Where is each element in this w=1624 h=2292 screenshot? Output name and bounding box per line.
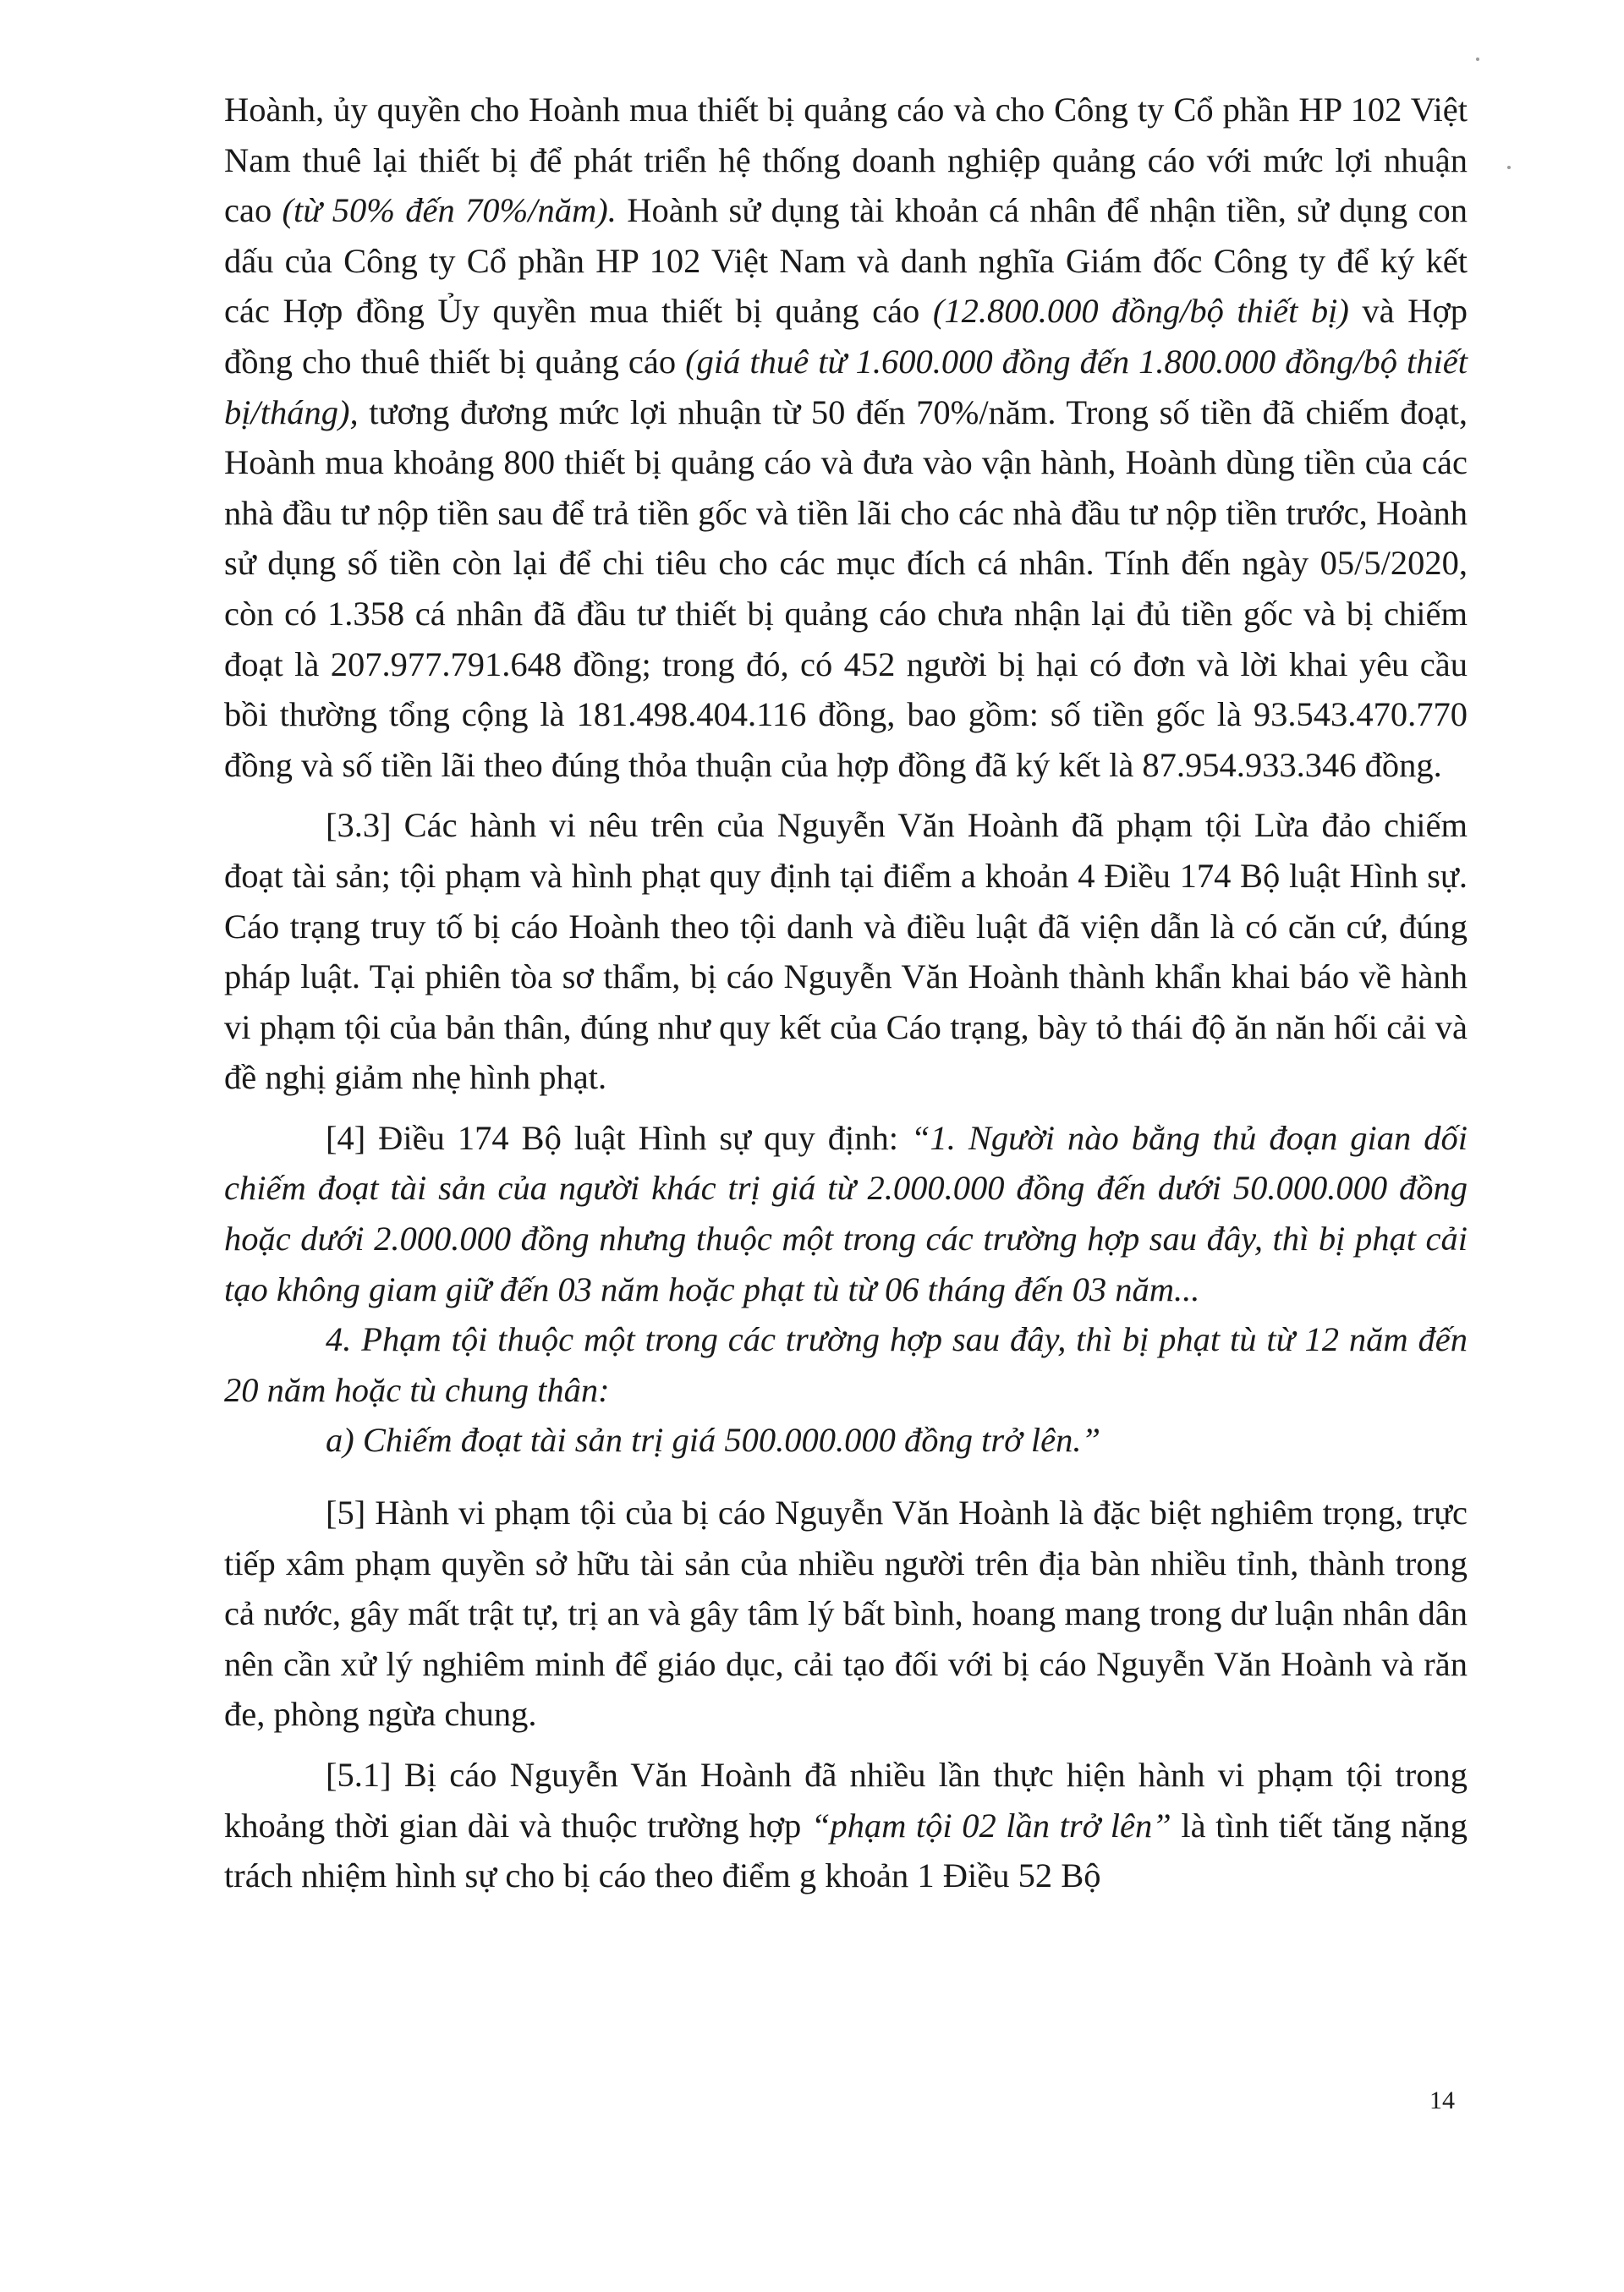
text-run: Hoành sử dụng tài khoản cá nhân để nhận tiền, sử dụng con dấu của Công ty Cổ phần HP 102 Việt Nam và danh nghĩa Giám đốc Công ty để ký kết các Hợp đồng Ủy quyền mua thiết bị quảng cáo <box>224 191 1468 331</box>
text-run: Hoành, ủy quyền cho Hoành mua thiết bị quảng cáo và cho Công ty Cổ phần HP 102 Việt Nam thuê lại thiết bị để phát triển hệ thống doanh nghiệp quảng cáo với mức lợi nhuận cao <box>224 90 1468 230</box>
paragraph-5: [5] Hành vi phạm tội của bị cáo Nguyễn Văn Hoành là đặc biệt nghiêm trọng, trực tiếp xâm phạm quyền sở hữu tài sản của nhiều người trên địa bàn nhiều tỉnh, thành trong cả nước, gây mất trật tự, trị an và gây tâm lý bất bình, hoang mang trong dư luận nhân dân nên cần xử lý nghiêm minh để giáo dục, cải tạo đối với bị cáo Nguyễn Văn Hoành và răn đe, phòng ngừa chung. <box>224 1494 1468 1734</box>
text-run: và Hợp đồng cho thuê thiết bị quảng cáo <box>224 292 1468 381</box>
quote-clause-1: “1. Người nào bằng thủ đoạn gian dối chiếm đoạt tài sản của người khác trị giá từ 2.000.000 đồng đến dưới 50.000.000 đồng hoặc dưới 2.000.000 đồng nhưng thuộc một trong các trường hợp sau đây, thì bị phạt cải tạo không giam giữ đến 03 năm hoặc phạt tù từ 06 tháng đến 03 năm... <box>224 1118 1468 1308</box>
text-run: là tình tiết tăng nặng trách nhiệm hình sự cho bị cáo theo điểm g khoản 1 Điều 52 Bộ <box>224 1806 1468 1895</box>
paragraph-3-3: [3.3] Các hành vi nêu trên của Nguyễn Văn Hoành đã phạm tội Lừa đảo chiếm đoạt tài sản; tội phạm và hình phạt quy định tại điểm a khoản 4 Điều 174 Bộ luật Hình sự. Cáo trạng truy tố bị cáo Hoành theo tội danh và điều luật đã viện dẫn là có căn cứ, đúng pháp luật. Tại phiên tòa sơ thẩm, bị cáo Nguyễn Văn Hoành thành khẩn khai báo về hành vi phạm tội của bản thân, đúng như quy kết của Cáo trạng, bày tỏ thái độ ăn năn hối cải và đề nghị giảm nhẹ hình phạt. <box>224 806 1468 1097</box>
paragraph-4 <box>224 1113 1468 1314</box>
quote-clause-4: 4. Phạm tội thuộc một trong các trường hợp sau đây, thì bị phạt tù từ 12 năm đến 20 năm hoặc tù chung thân: <box>224 1320 1468 1409</box>
text-run: tương đương mức lợi nhuận từ 50 đến 70%/năm. Trong số tiền đã chiếm đoạt, Hoành mua khoảng 800 thiết bị quảng cáo và đưa vào vận hành, Hoành dùng tiền của các nhà đầu tư nộp tiền sau để trả tiền gốc và tiền lãi cho các nhà đầu tư nộp tiền trước, Hoành sử dụng số tiền còn lại để chi tiêu cho các mục đích cá nhân. Tính đến ngày 05/5/2020, còn có 1.358 cá nhân đã đầu tư thiết bị quảng cáo chưa nhận lại đủ tiền gốc và bị chiếm đoạt là 207.977.791.648 đồng; trong đó, có 452 người bị hại có đơn và lời khai yêu cầu bồi thường tổng cộng là 181.498.404.116 đồng, bao gồm: số tiền gốc là 93.543.470.770 đồng và số tiền lãi theo đúng thỏa thuận của hợp đồng đã ký kết là 87.954.933.346 đồng. <box>224 392 1468 784</box>
italic-run: (từ 50% đến 70%/năm). <box>282 191 617 230</box>
document-body <box>224 85 1468 1901</box>
text-run: [5.1] Bị cáo Nguyễn Văn Hoành đã nhiều lần thực hiện hành vi phạm tội trong khoảng thời gian dài và thuộc trường hợp <box>224 1756 1468 1845</box>
italic-run: (giá thuê từ 1.600.000 đồng đến 1.800.000 đồng/bộ thiết bị/tháng), <box>224 342 1468 431</box>
page-number: 14 <box>1429 2086 1455 2114</box>
text-run: [4] Điều 174 Bộ luật Hình sự quy định: <box>326 1118 911 1157</box>
quote-clause-4a: a) Chiếm đoạt tài sản trị giá 500.000.000 đồng trở lên.” <box>326 1421 1101 1460</box>
paragraph-5-1 <box>224 1750 1468 1901</box>
italic-run: (12.800.000 đồng/bộ thiết bị) <box>932 292 1349 331</box>
scan-speck <box>1476 58 1479 61</box>
italic-run: “phạm tội 02 lần trở lên” <box>810 1806 1171 1845</box>
paragraph-continuation <box>224 85 1468 790</box>
scan-speck <box>1507 166 1511 169</box>
